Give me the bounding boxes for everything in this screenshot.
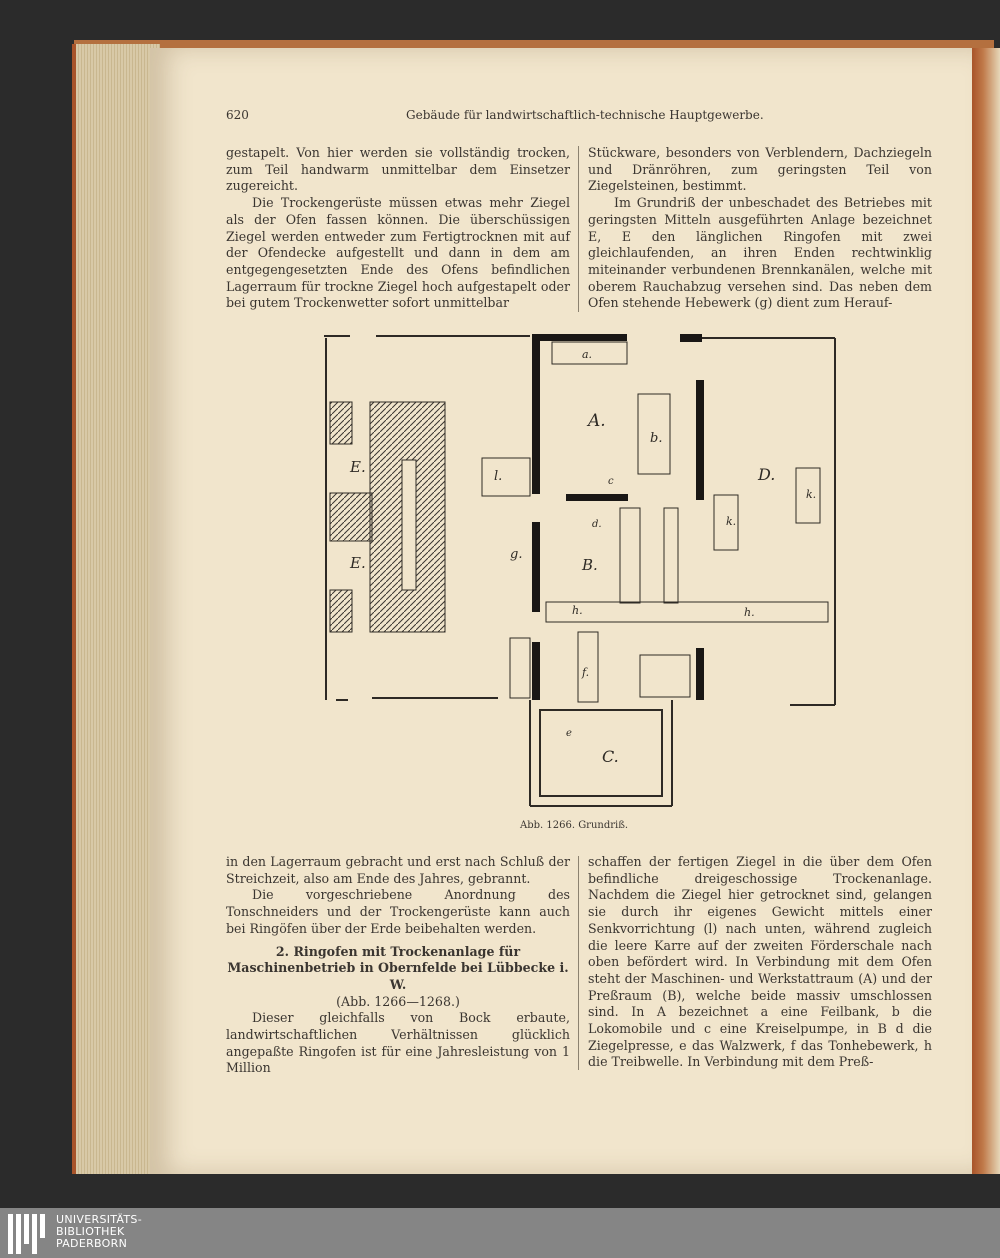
label-d: d. (592, 519, 602, 530)
label-B: B. (582, 556, 598, 574)
column-divider (578, 856, 579, 1070)
floor-plan-figure (320, 330, 840, 812)
library-logo-icon (8, 1214, 46, 1254)
label-l: l. (494, 469, 503, 484)
paragraph: Dieser gleichfalls von Bock erbaute, landwirtschaftlichen Verhältnissen glücklich angepaßte Ringofen ist für eine Jahresleistung von 1 Million (226, 1010, 570, 1076)
figure-caption: Abb. 1266. Grundriß. (520, 820, 629, 831)
library-footer-bar (0, 1208, 1000, 1258)
label-h1: h. (572, 604, 583, 617)
paragraph: gestapelt. Von hier werden sie vollständig trocken, zum Teil handwarm unmittelbar dem Einsetzer zugereicht. (226, 145, 570, 194)
paragraph: Die vorgeschriebene Anordnung des Tonschneiders und der Trockengerüste kann auch bei Ringöfen über der Erde beibehalten werden. (226, 887, 570, 936)
label-E1: E. (350, 458, 366, 476)
label-k2: k. (726, 515, 737, 528)
label-D: D. (758, 465, 776, 484)
top-left-column (226, 145, 570, 312)
paragraph: Im Grundriß der unbeschadet des Betriebes mit geringsten Mitteln ausgeführten Anlage bezeichnet E, E den länglichen Ringofen mit zwei gleichlaufenden, an ihren Enden rechtwinklig miteinander verbundenen Brennkanälen, welche mit oberem Rauchabzug versehen sind. Das neben dem Ofen stehende Hebewerk (g) dient zum Herauf- (588, 195, 932, 311)
label-C: C. (602, 747, 619, 766)
label-c: c (608, 476, 614, 487)
label-E2: E. (350, 554, 366, 572)
book-page-stack (72, 44, 160, 1174)
label-g: g. (510, 547, 523, 562)
label-A: A. (588, 411, 606, 431)
bottom-left-column (226, 854, 570, 1077)
paragraph: Die Trockengerüste müssen etwas mehr Ziegel als der Ofen fassen können. Die überschüssigen Ziegel werden entweder zum Fertigtrocknen mit auf der Ofendecke aufgestellt und dann in dem am entgegengesetzten Ende des Ofens befindlichen Lagerraum für trockne Ziegel hoch aufgestapelt oder bei gutem Trockenwetter sofort unmittelbar (226, 195, 570, 311)
label-f: f. (582, 666, 590, 679)
top-right-column (588, 145, 932, 312)
paragraph: schaffen der fertigen Ziegel in die über dem Ofen befindliche dreigeschossige Trockenanlage. Nachdem die Ziegel hier getrocknet sind, gelangen sie durch ihr eigenes Gewicht mittels einer Senkvorrichtung (l) nach unten, während zugleich die leere Karre auf der zweiten Förderschale nach oben befördert wird. In Verbindung mit dem Ofen steht der Maschinen- und Werkstattraum (A) und der Preßraum (B), welche beide massiv umschlossen sind. In A bezeichnet a eine Feilbank, b die Lokomobile und c eine Kreiselpumpe, in B d die Ziegelpresse, e das Walzwerk, f das Tonhebewerk, h die Treibwelle. In Verbindung mit dem Preß- (588, 854, 932, 1070)
section-figure-ref: (Abb. 1266—1268.) (336, 993, 460, 1009)
label-e: e (566, 728, 572, 739)
paragraph: Stückware, besonders von Verblendern, Dachziegeln und Dränröhren, zum geringsten Teil von Ziegelsteinen, bestimmt. (588, 145, 932, 194)
page-number: 620 (226, 108, 249, 122)
book-right-edge (972, 48, 1000, 1174)
section-heading: 2. Ringofen mit Trockenanlage für Maschinenbetrieb in Obernfelde bei Lübbecke i. W. (227, 943, 569, 992)
label-b: b. (650, 431, 663, 446)
label-a: a. (582, 348, 593, 361)
label-k1: k. (806, 488, 817, 501)
running-title: Gebäude für landwirtschaftlich-technische Hauptgewerbe. (406, 108, 764, 122)
column-divider (578, 146, 579, 312)
label-h2: h. (744, 606, 755, 619)
library-logo-text: UNIVERSITÄTS- BIBLIOTHEK PADERBORN (56, 1213, 142, 1250)
bottom-right-column (588, 854, 932, 1071)
paragraph: in den Lagerraum gebracht und erst nach Schluß der Streichzeit, also am Ende des Jahres, gebrannt. (226, 854, 570, 886)
